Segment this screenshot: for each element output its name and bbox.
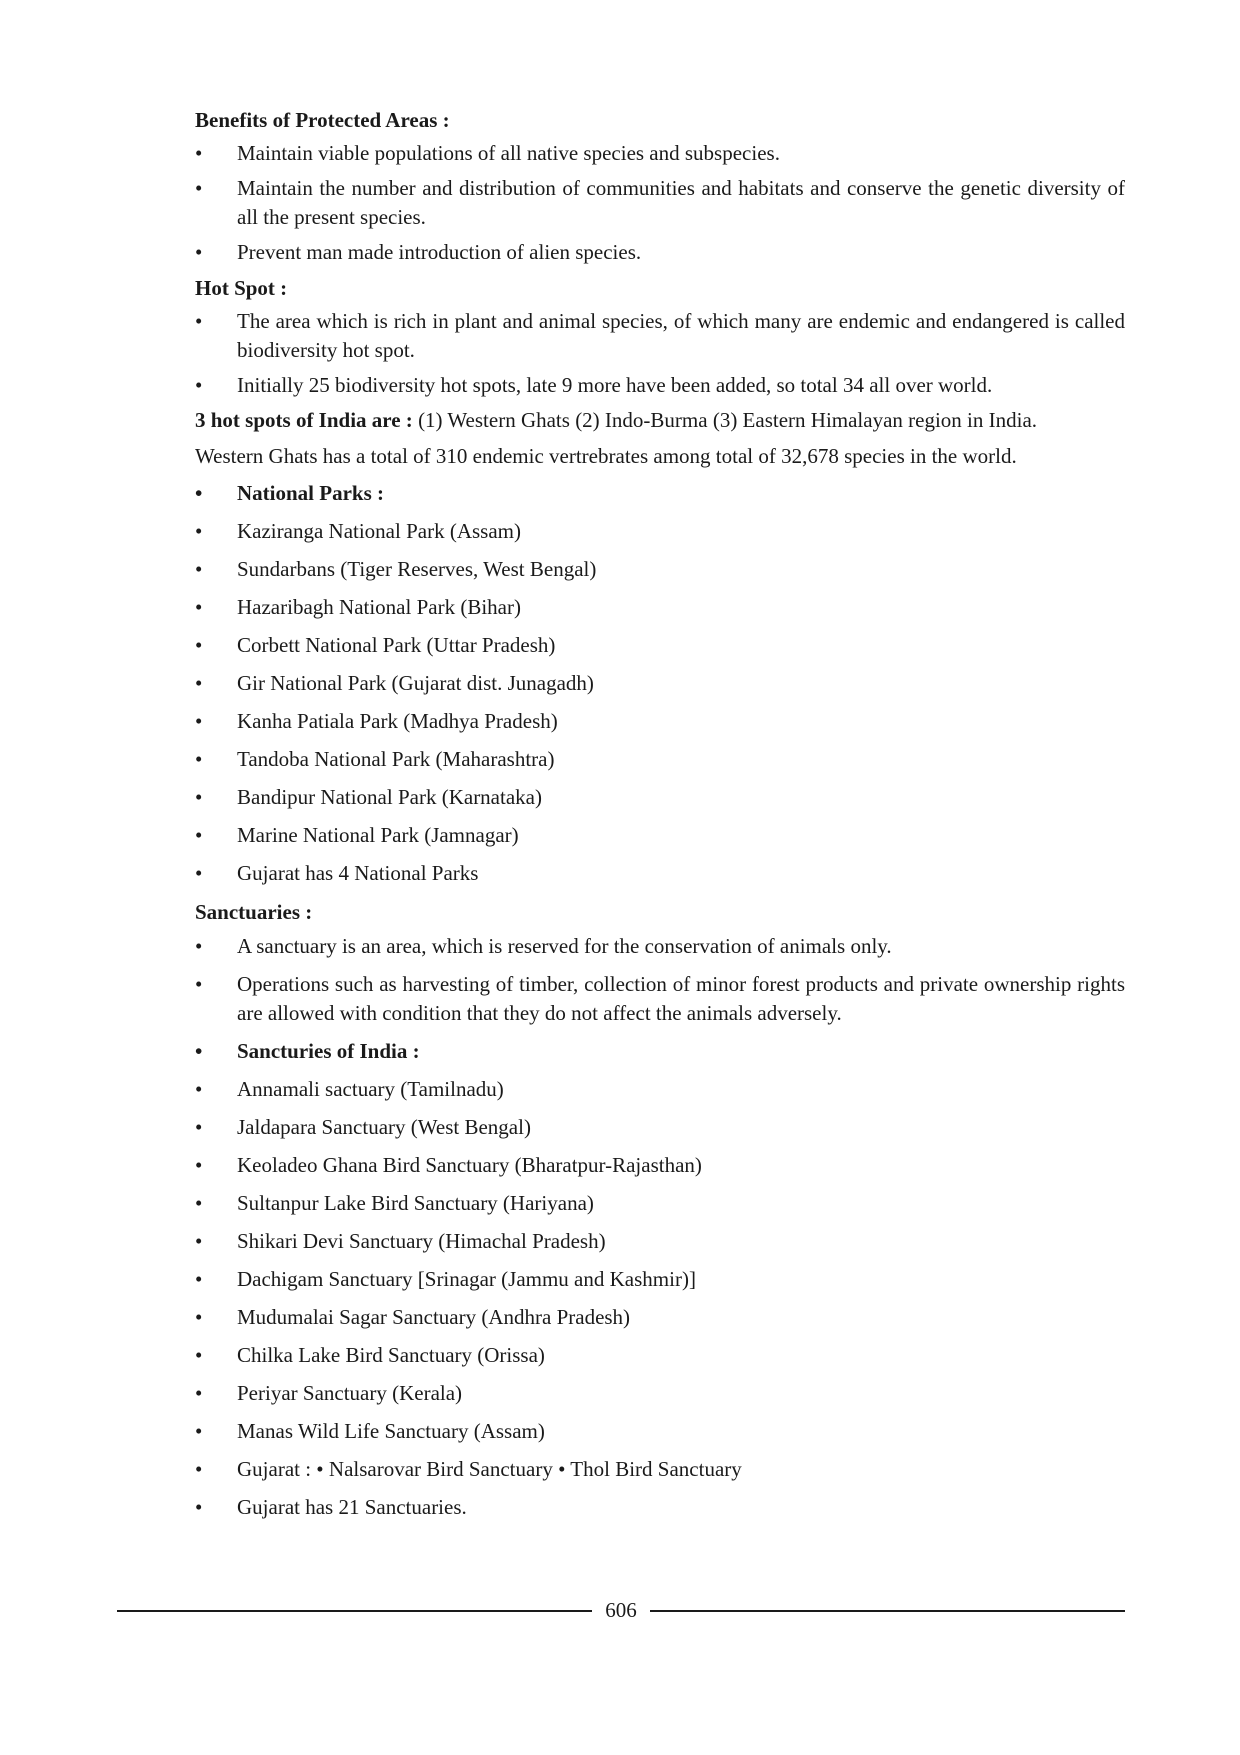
bullet-icon: • [195, 176, 203, 200]
bullet-icon: • [195, 972, 203, 996]
list-item [195, 479, 1125, 508]
bullet-icon: • [195, 1419, 203, 1443]
list-item: • Sundarbans (Tiger Reserves, West Bengal) [195, 555, 1125, 584]
india-hotspots-label: 3 hot spots of India are : [195, 408, 413, 432]
bullet-icon: • [195, 1039, 203, 1063]
list-item: • Annamali sactuary (Tamilnadu) [195, 1075, 1125, 1104]
western-ghats-paragraph: Western Ghats has a total of 310 endemic vertrebrates among total of 32,678 species in the world. [195, 444, 1017, 468]
page-number: 606 [605, 1598, 637, 1622]
list-item: • A sanctuary is an area, which is reserved for the conservation of animals only. [195, 932, 1125, 961]
benefits-heading: Benefits of Protected Areas : [195, 108, 450, 132]
list-item: • Periyar Sanctuary (Kerala) [195, 1379, 1125, 1408]
list-item: • Gujarat has 4 National Parks [195, 859, 1125, 888]
list-item: • Mudumalai Sagar Sanctuary (Andhra Pradesh) [195, 1303, 1125, 1332]
national-parks-list [195, 479, 1125, 888]
bullet-icon: • [195, 861, 203, 885]
sanctuaries-india-heading: Sancturies of India : [237, 1039, 420, 1063]
bullet-icon: • [195, 557, 203, 581]
bullet-icon: • [195, 595, 203, 619]
list-item: • Sultanpur Lake Bird Sanctuary (Hariyana) [195, 1189, 1125, 1218]
bullet-icon: • [195, 1229, 203, 1253]
sanctuaries-heading: Sanctuaries : [195, 900, 313, 924]
list-item: • Dachigam Sanctuary [Srinagar (Jammu and Kashmir)] [195, 1265, 1125, 1294]
list-item: • Chilka Lake Bird Sanctuary (Orissa) [195, 1341, 1125, 1370]
list-item: • Maintain viable populations of all native species and subspecies. [195, 139, 1125, 168]
bullet-icon: • [195, 1115, 203, 1139]
hotspot-list [195, 307, 1125, 400]
list-item: • Shikari Devi Sanctuary (Himachal Pradesh) [195, 1227, 1125, 1256]
bullet-icon: • [195, 934, 203, 958]
bullet-icon: • [195, 141, 203, 165]
bullet-icon: • [195, 1191, 203, 1215]
bullet-icon: • [195, 1457, 203, 1481]
list-item: • Jaldapara Sanctuary (West Bengal) [195, 1113, 1125, 1142]
bullet-icon: • [195, 709, 203, 733]
bullet-icon: • [195, 785, 203, 809]
footer-rule-left [117, 1610, 592, 1612]
list-item: • Tandoba National Park (Maharashtra) [195, 745, 1125, 774]
bullet-icon: • [195, 671, 203, 695]
list-item [195, 1037, 1125, 1066]
bullet-icon: • [195, 1381, 203, 1405]
list-item: • Kanha Patiala Park (Madhya Pradesh) [195, 707, 1125, 736]
bullet-icon: • [195, 1495, 203, 1519]
bullet-icon: • [195, 633, 203, 657]
list-item: • Bandipur National Park (Karnataka) [195, 783, 1125, 812]
bullet-icon: • [195, 1153, 203, 1177]
sanctuaries-list [195, 932, 1125, 1028]
bullet-icon: • [195, 1267, 203, 1291]
bullet-icon: • [195, 309, 203, 333]
list-item: • Kaziranga National Park (Assam) [195, 517, 1125, 546]
bullet-icon: • [195, 240, 203, 264]
bullet-icon: • [195, 373, 203, 397]
list-item: • Manas Wild Life Sanctuary (Assam) [195, 1417, 1125, 1446]
list-item: • Initially 25 biodiversity hot spots, late 9 more have been added, so total 34 all over world. [195, 371, 1125, 400]
list-item: • Marine National Park (Jamnagar) [195, 821, 1125, 850]
list-item: • The area which is rich in plant and animal species, of which many are endemic and endangered is called biodiversity hot spot. [195, 309, 1125, 362]
india-hotspots-paragraph: 3 hot spots of India are : (1) Western Ghats (2) Indo-Burma (3) Eastern Himalayan region in India. [195, 408, 1038, 432]
bullet-icon: • [195, 823, 203, 847]
list-item: • Operations such as harvesting of timber, collection of minor forest products and private ownership rights are allowed with condition that they do not affect the animals adversely. [195, 972, 1125, 1025]
list-item: • Gir National Park (Gujarat dist. Junagadh) [195, 669, 1125, 698]
bullet-icon: • [195, 1343, 203, 1367]
footer-rule-right [650, 1610, 1125, 1612]
national-parks-heading: National Parks : [237, 481, 384, 505]
page-footer [117, 1596, 1125, 1626]
sanctuaries-india-list [195, 1037, 1125, 1522]
benefits-list [195, 139, 1125, 267]
list-item: • Gujarat : • Nalsarovar Bird Sanctuary • Thol Bird Sanctuary [195, 1455, 1125, 1484]
list-item: • Keoladeo Ghana Bird Sanctuary (Bharatpur-Rajasthan) [195, 1151, 1125, 1180]
bullet-icon: • [195, 1077, 203, 1101]
list-item: • Gujarat has 21 Sanctuaries. [195, 1493, 1125, 1522]
bullet-icon: • [195, 519, 203, 543]
list-item: • Hazaribagh National Park (Bihar) [195, 593, 1125, 622]
bullet-icon: • [195, 747, 203, 771]
hotspot-heading: Hot Spot : [195, 276, 288, 300]
list-item: • Prevent man made introduction of alien species. [195, 238, 1125, 267]
bullet-icon: • [195, 1305, 203, 1329]
bullet-icon: • [195, 481, 203, 505]
list-item: • Maintain the number and distribution of communities and habitats and conserve the genetic diversity of all the present species. [195, 176, 1125, 229]
page-content [195, 105, 1125, 1531]
list-item: • Corbett National Park (Uttar Pradesh) [195, 631, 1125, 660]
